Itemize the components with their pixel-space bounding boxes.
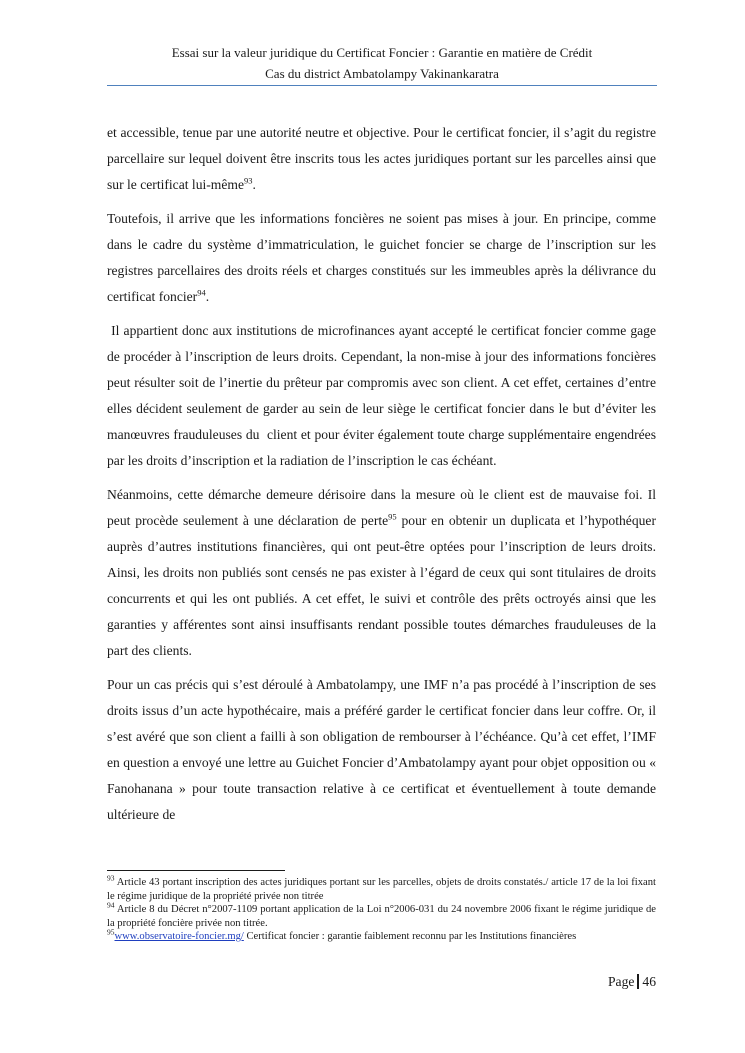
paragraph-5: Pour un cas précis qui s’est déroulé à Ambatolampy, une IMF n’a pas procédé à l’inscription de ses droits issus d’un acte hypothécaire, mais a préféré garder le certificat foncier dans leur coffre. Or, il s’est avéré que son client a failli à son obligation de rembourser à l’échéance. Qu’à cet effet, l’IMF en question a envoyé une lettre au Guichet Foncier d’Ambatolampy ayant pour objet opposition ou « Fanohanana » pour toute transaction relative à ce certificat et éventuellement à toute demande ultérieure de [107,677,656,822]
footnote-93: $^{93}$ Article 43 portant inscription des actes juridiques portant sur les parcelles, objets de droits constatés./ article 17 de la loi fixant le régime juridique de la propriété privée non titrée [107,873,656,902]
footnote-95: $^{95}$www.observatoire-foncier.mg/ Certificat foncier : garantie faiblement reconnu par les Institutions financières [107,927,577,942]
header-subtitle-line: Cas du district Ambatolampy Vakinankaratra [265,66,499,81]
footnote-94: $^{94}$ Article 8 du Décret n°2007-1109 portant application de la Loi n°2006-031 du 24 novembre 2006 fixant le régime juridique de la propriété foncière privée non titrée. [107,900,656,929]
footnotes [107,873,656,944]
footnote-ref-95[interactable]: 95 [388,511,397,522]
header-title-line: Essai sur la valeur juridique du Certificat Foncier : Garantie en matière de Crédit [171,45,593,60]
footnote-ref-94[interactable]: 94 [197,287,206,298]
footnote-95-link[interactable]: www.observatoire-foncier.mg/ [114,931,244,942]
page-number [608,974,656,990]
body-text [107,120,660,836]
footnote-ref-93[interactable]: 93 [244,175,253,186]
page-label: Page [607,974,635,989]
paragraph-4: Néanmoins, cette démarche demeure dérisoire dans la mesure où le client est de mauvaise foi. Il peut procède seulement à une déclaration de perte$^{95}$ pour en obtenir un duplicata et l’hypothéquer auprès d’autres institutions financières, qui ont peut-être optées pour l’inscription de leurs droits. Ainsi, les droits non publiés sont censés ne pas exister à l’égard de ceux qui sont titulaires de droits concurrents et qui les ont publiés. A cet effet, le suivi et contrôle des prêts octroyés ainsi que les garanties y afférentes sont ainsi insuffisants rendant possible toutes démarches frauduleuses de la part des clients. [107,487,656,658]
paragraph-3: Il appartient donc aux institutions de microfinances ayant accepté le certificat foncier comme gage de procéder à l’inscription de leurs droits. Cependant, la non-mise à jour des informations foncières peut résulter soit de l’inertie du prêteur par compromis avec son client. A cet effet, certaines d’entre elles décident seulement de garder au sein de leur siège le certificat foncier dans le but d’éviter les manœuvres frauduleuses du client et pour éviter également toute charge supplémentaire engendrées par les droits d’inscription et la radiation de l’inscription le cas échéant. [107,323,660,468]
footnote-separator [107,870,285,871]
running-header [107,42,657,84]
header-divider [107,85,657,86]
paragraph-2: Toutefois, il arrive que les informations foncières ne soient pas mises à jour. En principe, comme dans le cadre du système d’immatriculation, le guichet foncier se charge de l’inscription sur les registres parcellaires des droits réels et charges constitués sur les immeubles après la délivrance du certificat foncier$^{94}$. [107,211,656,304]
page-number-value: 46 [642,974,656,989]
page-separator [637,974,639,989]
paragraph-1: et accessible, tenue par une autorité neutre et objective. Pour le certificat foncier, il s’agit du registre parcellaire sur lequel doivent être inscrits tous les actes juridiques portant sur les parcelles ainsi que sur le certificat lui-même$^{93}$. [107,125,656,192]
